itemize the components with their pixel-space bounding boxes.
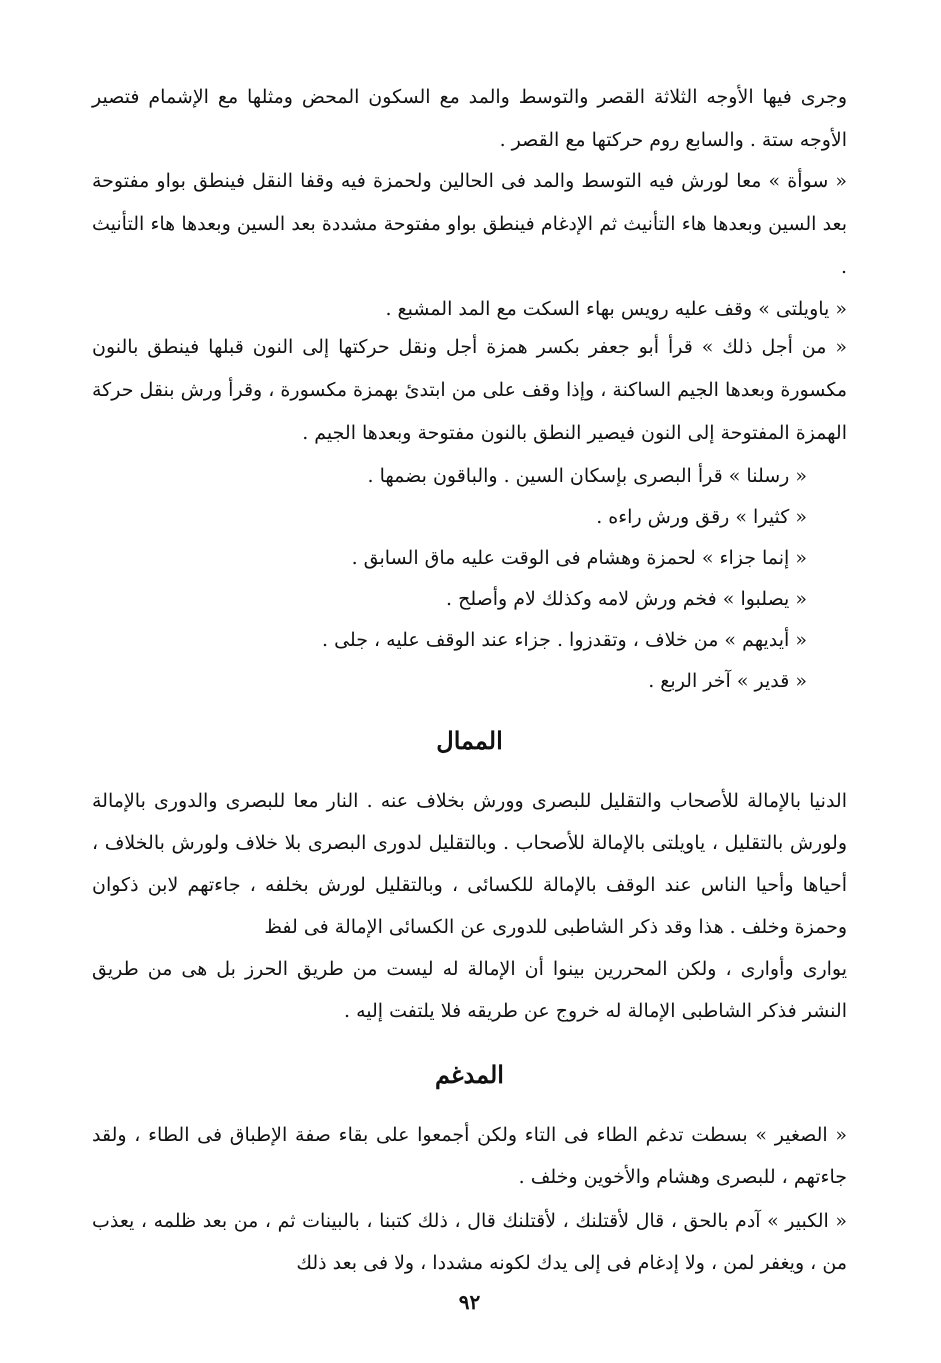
- list-item: « رسلنا » قرأ البصرى بإسكان السين . والباقون بضمها .: [367, 465, 807, 487]
- paragraph-min-ajli-dhalika: « من أجل ذلك » قرأ أبو جعفر بكسر همزة أجل ونقل حركتها إلى النون قبلها فينطق بالنون مكسورة وبعدها الجيم الساكنة ، وإذا وقف على من ابتدئ بهمزة مكسورة ، وقرأ ورش بنقل حركة الهمزة المفتوحة إلى النون فيصير النطق بالنون مفتوحة وبعدها الجيم .: [92, 336, 847, 444]
- paragraph-sawat: « سوأة » معا لورش فيه التوسط والمد فى الحالين ولحمزة فيه وقفا النقل فينطق بواو مفتوحة بعد السين وبعدها هاء التأنيث ثم الإدغام فينطق بواو مفتوحة مشددة بعد السين وبعدها هاء التأنيث .: [92, 170, 847, 278]
- list-item: « يصلبوا » فخم ورش لامه وكذلك لام وأصلح .: [446, 588, 807, 610]
- paragraph-mumal-1: الدنيا بالإمالة للأصحاب والتقليل للبصرى وورش بخلاف عنه . النار معا للبصرى والدورى بالإمالة ولورش بالتقليل ، ياويلتى بالإمالة للأصحاب . وبالتقليل لدورى البصرى بلا خلاف ولورش بالخلاف ، أحياها وأحيا الناس عند الوقف بالإمالة للكسائى ، وبالتقليل لورش بخلفه ، جاءتهم لابن ذكوان وحمزة وخلف . هذا وقد ذكر الشاطبى للدورى عن الكسائى الإمالة فى لفظ: [92, 790, 847, 938]
- list-item: « أيديهم » من خلاف ، وتقدزوا . جزاء عند الوقف عليه ، جلى .: [321, 629, 807, 651]
- section-heading-mumal: الممال: [436, 726, 503, 755]
- list-item: « قدير » آخر الربع .: [648, 670, 807, 692]
- word-notes-list: [92, 456, 807, 702]
- list-item: « إنما جزاء » لحمزة وهشام فى الوقت عليه ماق السابق .: [351, 547, 807, 569]
- section-heading-mudgham: المدغم: [435, 1060, 504, 1089]
- paragraph-aowjuh: وجرى فيها الأوجه الثلاثة القصر والتوسط والمد مع السكون المحض ومثلها مع الإشمام فتصير الأوجه ستة . والسابع روم حركتها مع القصر .: [92, 86, 847, 151]
- document-page: [92, 68, 847, 1348]
- paragraph-mudgham-saghir: « الصغير » بسطت تدغم الطاء فى التاء ولكن أجمعوا على بقاء صفة الإطباق فى الطاء ، ولقد جاءتهم ، للبصرى وهشام والأخوين وخلف .: [92, 1124, 847, 1188]
- page-number: ٩٢: [458, 1290, 481, 1314]
- paragraph-mudgham-kabir: « الكبير » آدم بالحق ، قال لأقتلنك ، لأقتلنك قال ، ذلك كتبنا ، بالبينات ثم ، من بعد ظلمه ، يعذب من ، ويغفر لمن ، ولا إدغام فى إلى يدك لكونه مشددا ، ولا فى بعد ذلك: [92, 1210, 847, 1274]
- paragraph-mumal-2: يوارى وأوارى ، ولكن المحررين بينوا أن الإمالة له ليست من طريق الحرز بل هى من طريق النشر فذكر الشاطبى الإمالة له خروج عن طريقه فلا يلتفت إليه .: [92, 958, 847, 1022]
- list-item: « كثيرا » رقق ورش راءه .: [596, 506, 807, 528]
- paragraph-yawailata: « ياويلتى » وقف عليه رويس بهاء السكت مع المد المشبع .: [385, 298, 847, 320]
